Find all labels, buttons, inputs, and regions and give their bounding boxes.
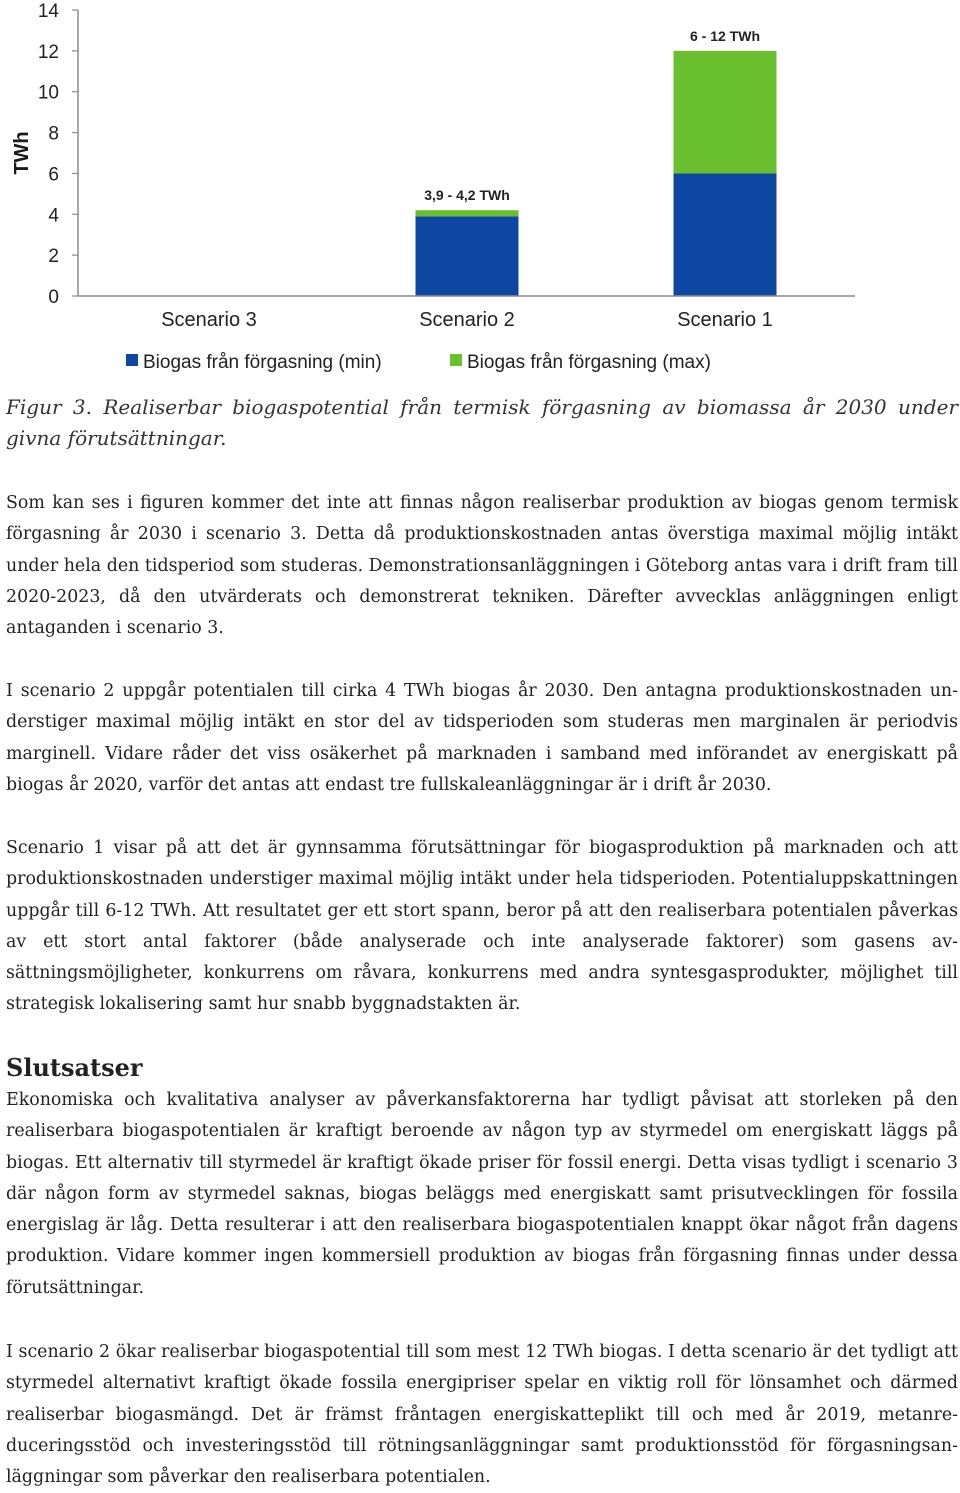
bar-segment xyxy=(416,216,519,296)
data-label: 3,9 - 4,2 TWh xyxy=(424,187,510,204)
legend-swatch-max xyxy=(450,354,462,366)
y-tick-label: 14 xyxy=(37,1,59,22)
paragraph-scenario-2: I scenario 2 uppgår potentialen till cirka 4 TWh biogas år 2030. Den antagna produktionskostnaden understiger maximal möjlig intäkt en stor del av tidsperioden som studeras men marginalen är periodvis marginell. Vidare råder det viss osäkerhet på marknaden i samband med införandet av energiskatt på biogas år 2020, varför det antas att endast tre fullskaleanläggningar är i drift år 2030. xyxy=(6,681,958,795)
bars xyxy=(416,51,777,296)
paragraph-scenario-1: Scenario 1 visar på att det är gynnsamma förutsättningar för biogasproduktion på marknaden och att produktionskostnaden understiger maximal möjlig intäkt under hela tidsperioden. Potentialuppskattningen uppgår till 6-12 TWh. Att resultatet ger ett stort spann, beror på att den realiserbara potentialen påverkas av ett stort antal faktorer (både analyserade och inte analyserade faktorer) som gasens avsättningsmöjligheter, konkurrens om råvara, konkurrens med andra syntesgasprodukter, möjlighet till strategisk lokalisering samt hur snabb byggnadstakten är. xyxy=(6,838,958,1015)
legend-label-min: Biogas från förgasning (min) xyxy=(143,352,382,373)
category-labels xyxy=(161,309,773,331)
legend-swatch-min xyxy=(126,354,138,366)
y-axis-label: TWh xyxy=(11,131,33,175)
y-tick-label: 10 xyxy=(37,82,59,104)
bar-segment xyxy=(416,210,519,216)
legend xyxy=(126,352,711,373)
category-label: Scenario 3 xyxy=(161,309,257,331)
y-tick-label: 12 xyxy=(37,41,59,63)
stacked-bar-chart xyxy=(0,0,960,385)
category-label: Scenario 1 xyxy=(677,309,773,331)
y-tick-label: 4 xyxy=(48,205,59,227)
paragraph-scenario-3: Som kan ses i figuren kommer det inte att finnas någon realiserbar produktion av biogas genom termisk förgasning år 2030 i scenario 3. Detta då produktionskostnaden antas överstiga maximal möjlig intäkt under hela den tidsperiod som studeras. Demonstrationsanläggningen i Göteborg antas vara i drift fram till 2020-2023, då den utvärderats och demonstrerat tekniken. Därefter avvecklas anläggningen enligt antaganden i scenario 3. xyxy=(6,493,958,639)
y-tick-label: 2 xyxy=(48,246,59,268)
bar-segment xyxy=(674,51,777,174)
category-label: Scenario 2 xyxy=(419,309,515,331)
legend-label-max: Biogas från förgasning (max) xyxy=(467,352,711,373)
bar-segment xyxy=(674,173,777,296)
paragraph-conclusion-2: I scenario 2 ökar realiserbar biogaspotential till som mest 12 TWh biogas. I detta scenario är det tydligt att styrmedel alternativt kraftigt ökade fossila energipriser spelar en viktig roll för lönsamhet och därmed realiserbar biogasmängd. Det är främst fråntagen energiskatteplikt till och med år 2019, metanreduceringsstöd och investeringsstöd till rötningsanläggningar samt produktionsstöd för förgasningsanläggningar som påverkar den realiserbara potentialen. xyxy=(6,1342,958,1488)
y-tick-label: 0 xyxy=(48,287,59,308)
paragraph-conclusion-1: Ekonomiska och kvalitativa analyser av påverkansfaktorerna har tydligt påvisat att storleken på den realiserbara biogaspotentialen är kraftigt beroende av någon typ av styrmedel om energiskatt läggs på biogas. Ett alternativ till styrmedel är kraftigt ökade priser för fossil energi. Detta visas tydligt i scenario 3 där någon form av styrmedel saknas, biogas beläggs med energiskatt samt prisutvecklingen för fossila energislag är låg. Detta resulterar i att den realiserbara biogaspotentialen knappt ökar något från dagens produktion. Vidare kommer ingen kommersiell produktion av biogas från förgasning finnas under dessa förutsättningar. xyxy=(6,1090,958,1298)
figure-caption: Figur 3. Realiserbar biogaspotential från termisk förgasning av biomassa år 2030 under givna förutsättningar. xyxy=(6,395,958,450)
y-tick-label: 8 xyxy=(48,123,59,145)
data-label: 6 - 12 TWh xyxy=(689,27,761,44)
section-heading: Slutsatser xyxy=(6,1053,143,1082)
y-tick-label: 6 xyxy=(48,164,59,186)
y-axis-ticks xyxy=(38,1,78,308)
